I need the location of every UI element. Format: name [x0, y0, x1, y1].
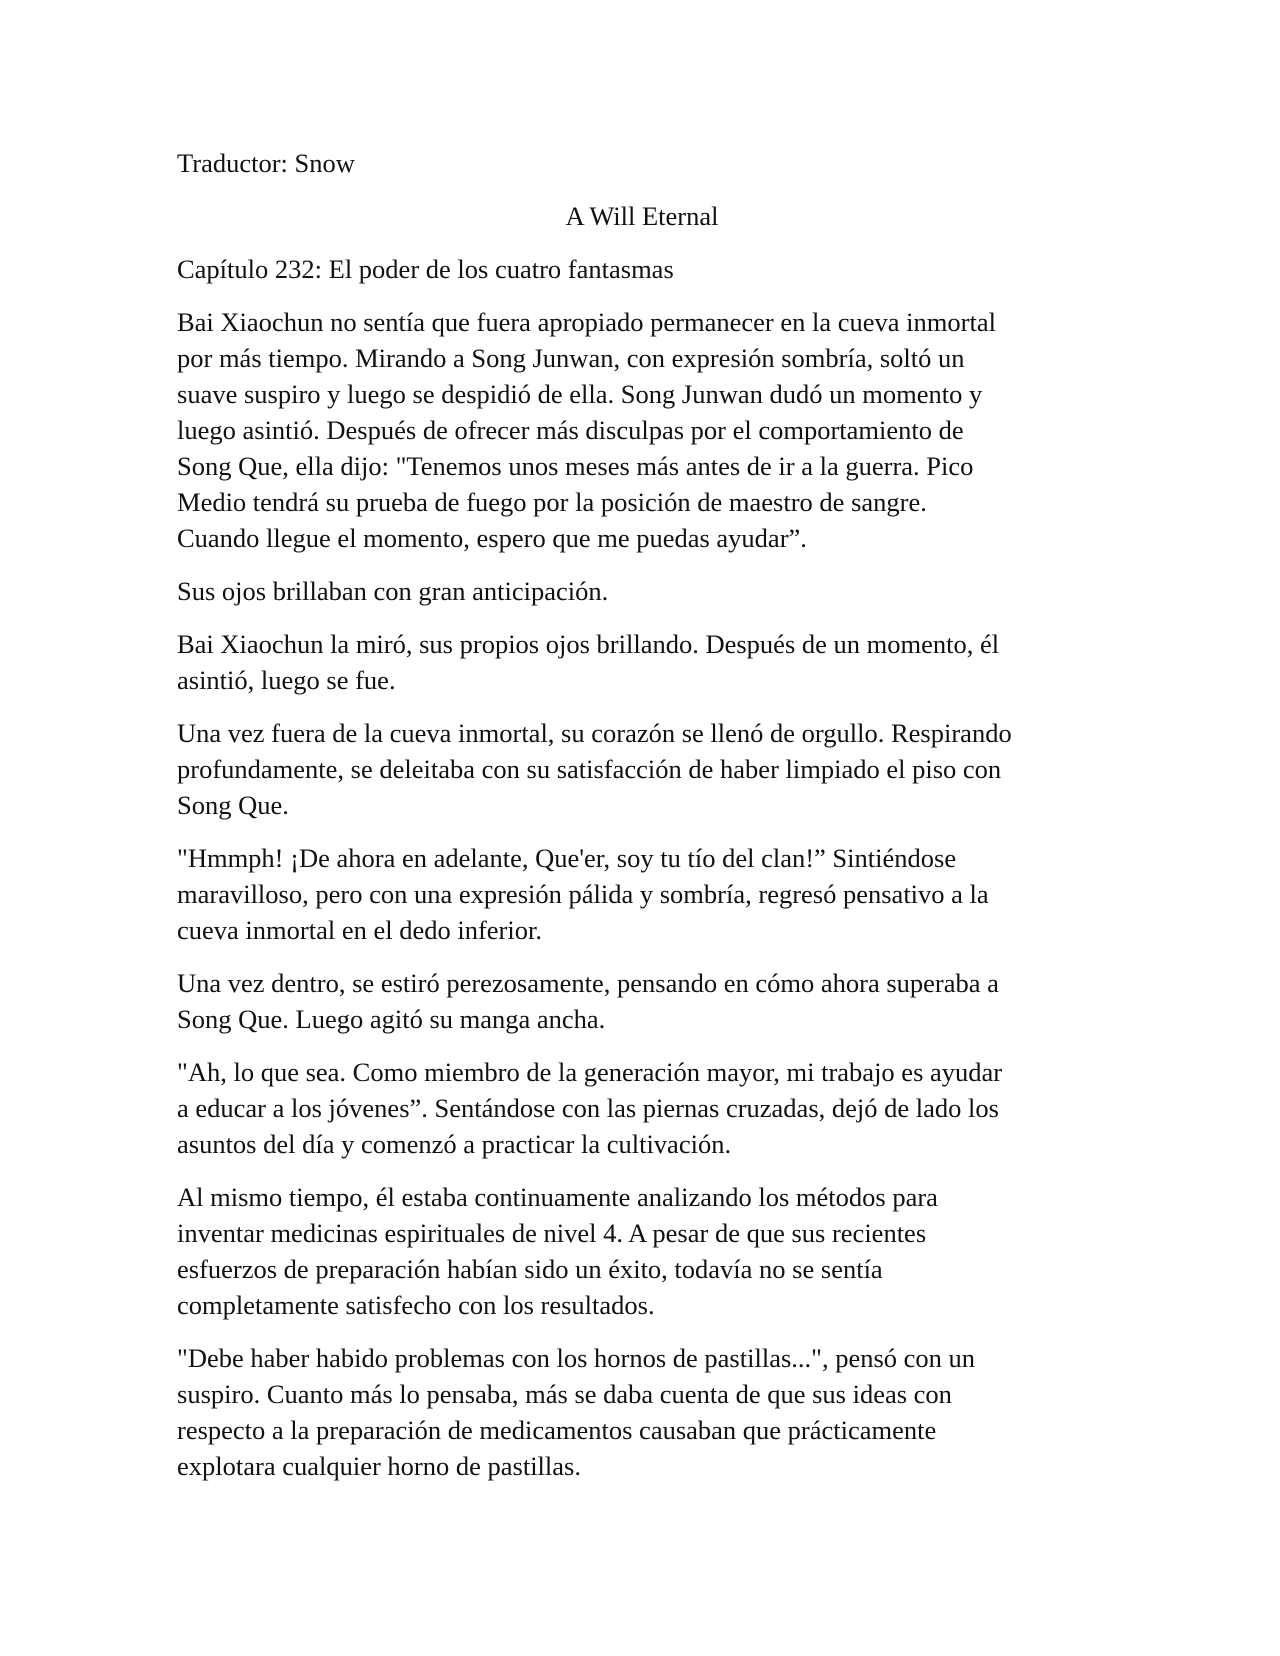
- paragraph-line: Una vez dentro, se estiró perezosamente, pensando en cómo ahora superaba a: [177, 968, 999, 998]
- paragraph-line: luego asintió. Después de ofrecer más disculpas por el comportamiento de: [177, 415, 964, 445]
- body-paragraphs: [177, 304, 1107, 1484]
- paragraph: [177, 1179, 1107, 1323]
- chapter-title: Capítulo 232: El poder de los cuatro fantasmas: [177, 254, 674, 284]
- document-content: [177, 145, 1107, 1501]
- paragraph: [177, 965, 1107, 1037]
- paragraph-line: Cuando llegue el momento, espero que me puedas ayudar”.: [177, 523, 807, 553]
- paragraph: [177, 1054, 1107, 1162]
- paragraph-line: asuntos del día y comenzó a practicar la cultivación.: [177, 1129, 732, 1159]
- paragraph-line: Bai Xiaochun la miró, sus propios ojos brillando. Después de un momento, él: [177, 629, 1000, 659]
- book-title: A Will Eternal: [565, 201, 719, 231]
- paragraph-line: Bai Xiaochun no sentía que fuera apropiado permanecer en la cueva inmortal: [177, 307, 996, 337]
- paragraph-line: "Ah, lo que sea. Como miembro de la generación mayor, mi trabajo es ayudar: [177, 1057, 1003, 1087]
- paragraph-line: maravilloso, pero con una expresión pálida y sombría, regresó pensativo a la: [177, 879, 989, 909]
- paragraph: [177, 573, 1107, 609]
- paragraph: [177, 1340, 1107, 1484]
- paragraph-line: completamente satisfecho con los resultados.: [177, 1290, 655, 1320]
- paragraph-line: Al mismo tiempo, él estaba continuamente analizando los métodos para: [177, 1182, 938, 1212]
- paragraph-line: Song Que.: [177, 790, 289, 820]
- paragraph-line: suave suspiro y luego se despidió de ella. Song Junwan dudó un momento y: [177, 379, 983, 409]
- paragraph-line: Song Que. Luego agitó su manga ancha.: [177, 1004, 606, 1034]
- paragraph-line: inventar medicinas espirituales de nivel 4. A pesar de que sus recientes: [177, 1218, 927, 1248]
- paragraph-line: respecto a la preparación de medicamentos causaban que prácticamente: [177, 1415, 937, 1445]
- paragraph-line: asintió, luego se fue.: [177, 665, 396, 695]
- paragraph-line: por más tiempo. Mirando a Song Junwan, con expresión sombría, soltó un: [177, 343, 965, 373]
- paragraph-line: Sus ojos brillaban con gran anticipación.: [177, 576, 609, 606]
- paragraph-line: "Hmmph! ¡De ahora en adelante, Que'er, soy tu tío del clan!” Sintiéndose: [177, 843, 957, 873]
- paragraph: [177, 304, 1107, 556]
- paragraph-line: explotara cualquier horno de pastillas.: [177, 1451, 581, 1481]
- paragraph-line: Medio tendrá su prueba de fuego por la posición de maestro de sangre.: [177, 487, 927, 517]
- paragraph-line: cueva inmortal en el dedo inferior.: [177, 915, 542, 945]
- paragraph-line: a educar a los jóvenes”. Sentándose con las piernas cruzadas, dejó de lado los: [177, 1093, 999, 1123]
- paragraph: [177, 715, 1107, 823]
- paragraph-line: esfuerzos de preparación habían sido un éxito, todavía no se sentía: [177, 1254, 883, 1284]
- paragraph-line: Song Que, ella dijo: "Tenemos unos meses más antes de ir a la guerra. Pico: [177, 451, 974, 481]
- translator-credit: Traductor: Snow: [177, 148, 355, 178]
- paragraph-line: suspiro. Cuanto más lo pensaba, más se daba cuenta de que sus ideas con: [177, 1379, 952, 1409]
- paragraph-line: "Debe haber habido problemas con los hornos de pastillas...", pensó con un: [177, 1343, 976, 1373]
- paragraph: [177, 840, 1107, 948]
- paragraph-line: profundamente, se deleitaba con su satisfacción de haber limpiado el piso con: [177, 754, 1002, 784]
- paragraph: [177, 626, 1107, 698]
- paragraph-line: Una vez fuera de la cueva inmortal, su corazón se llenó de orgullo. Respirando: [177, 718, 1012, 748]
